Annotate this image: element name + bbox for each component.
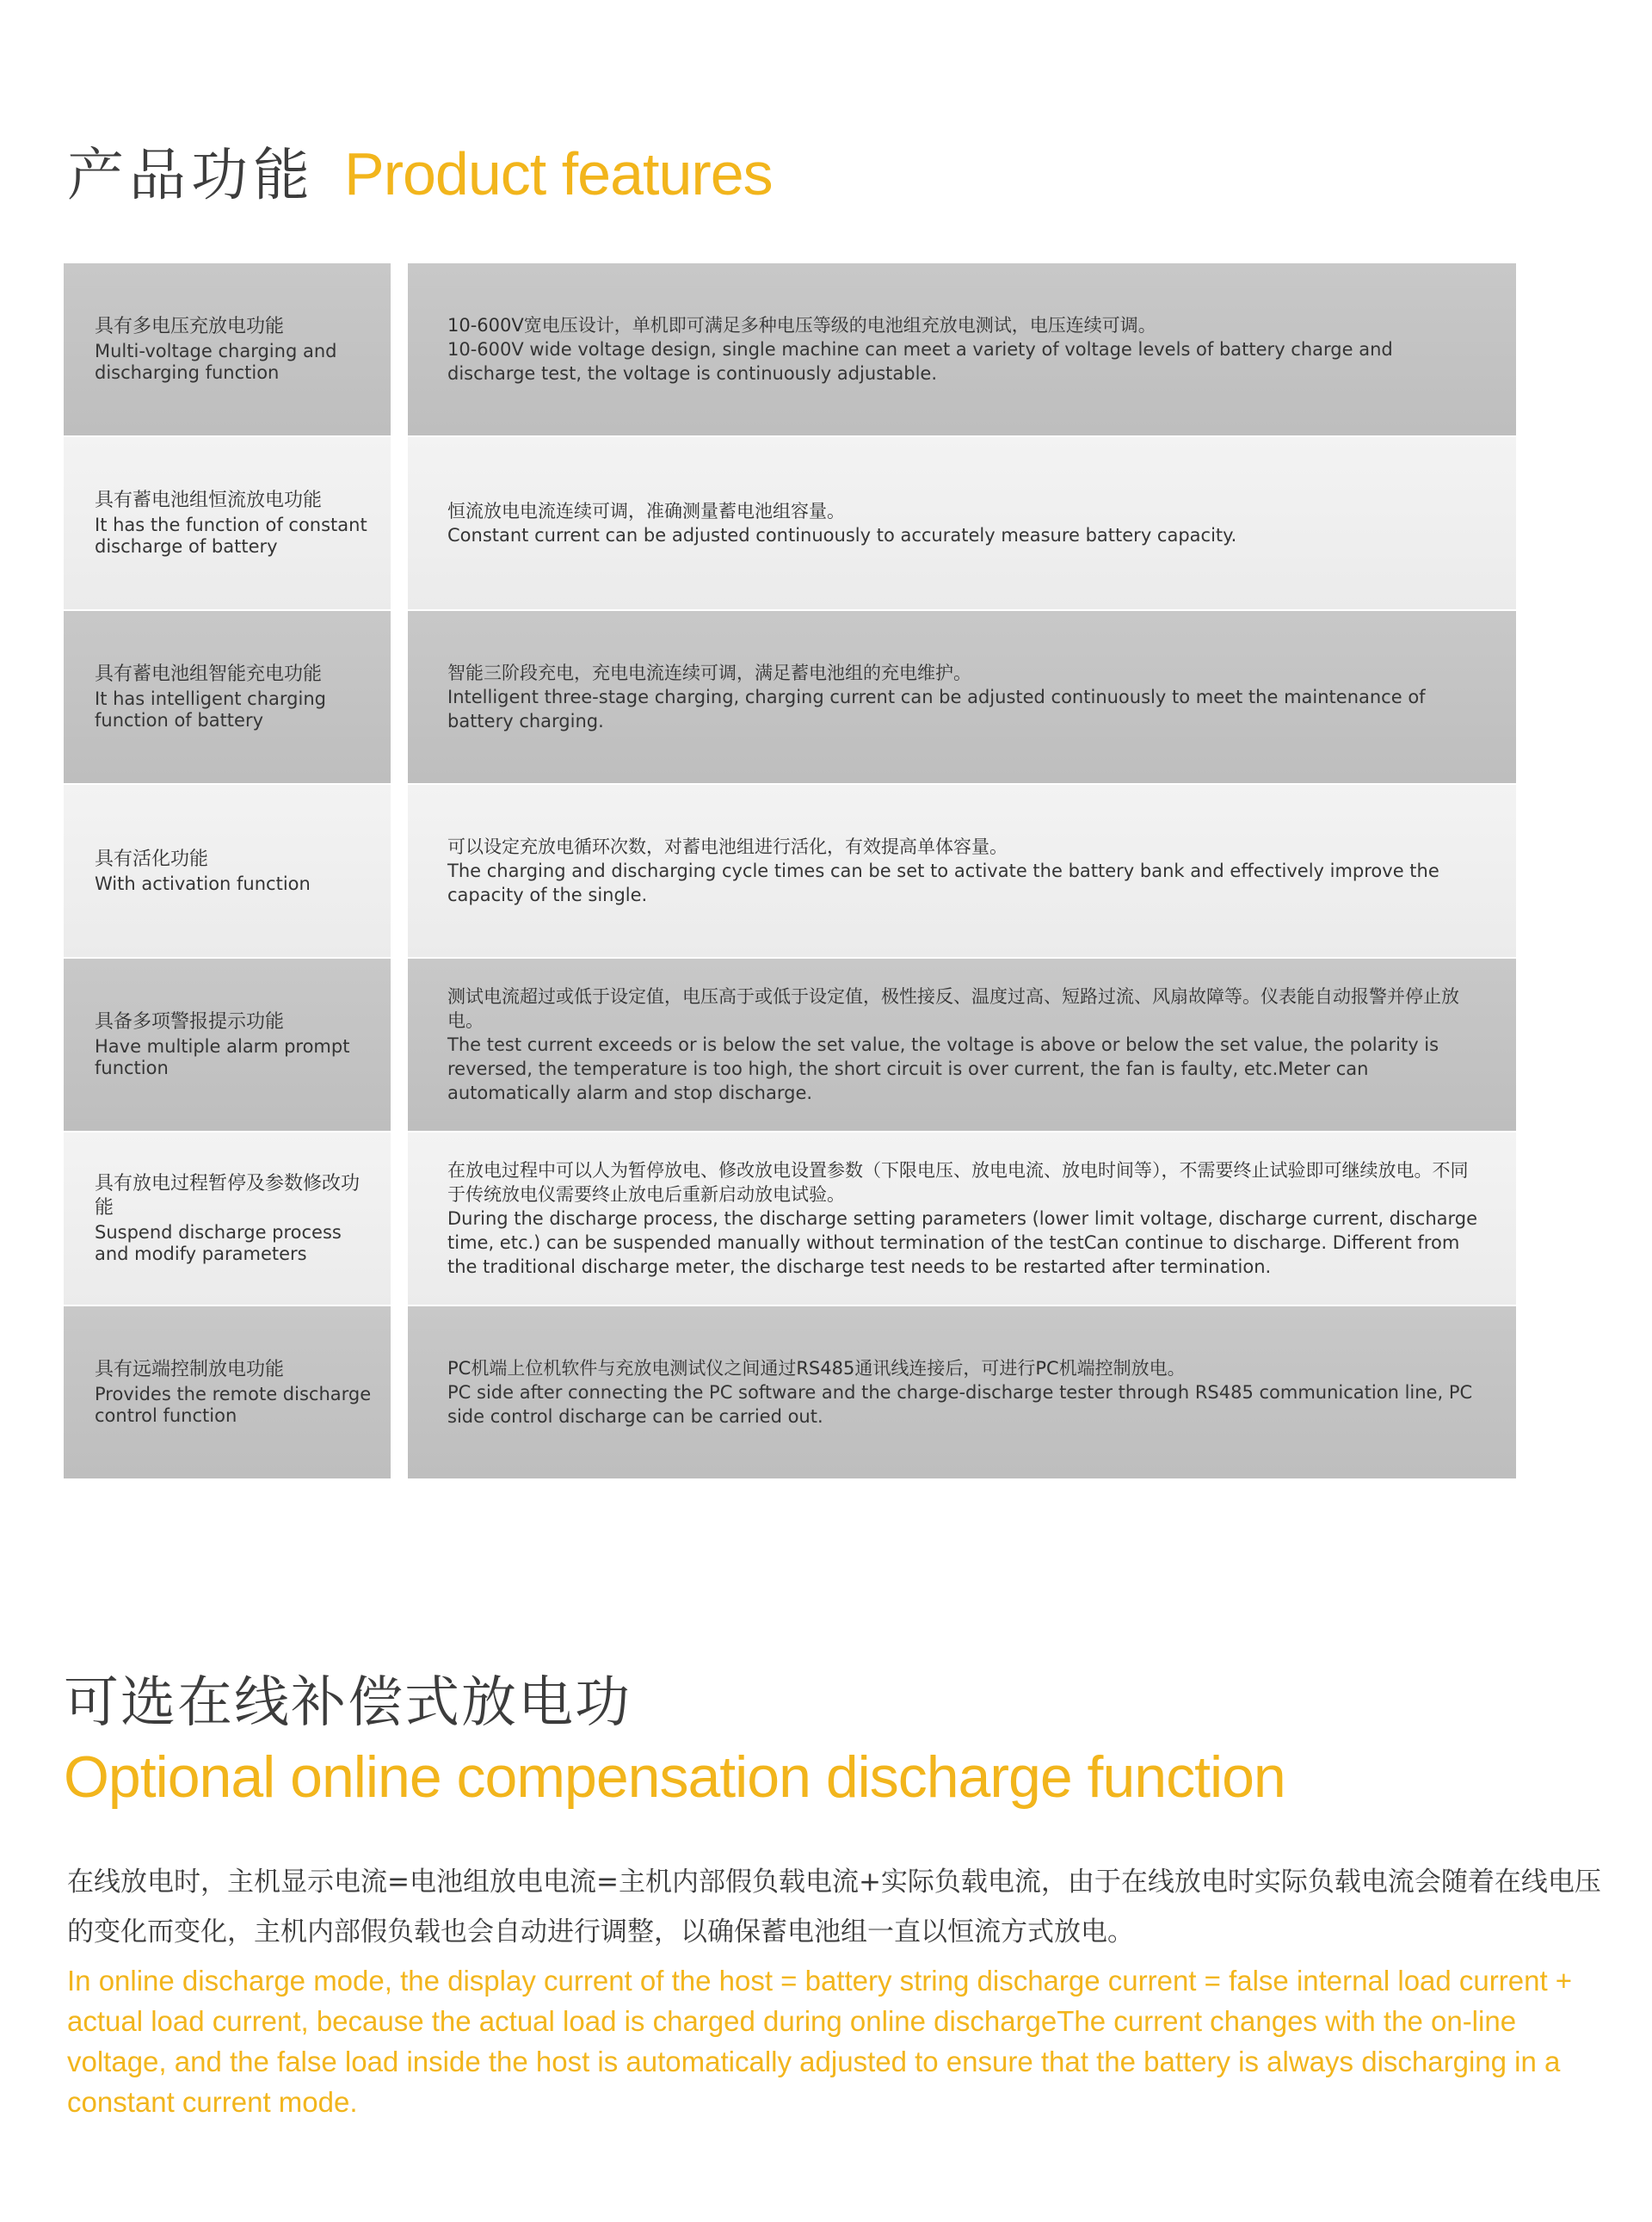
feature-name-en: Suspend discharge process and modify parameters (95, 1222, 342, 1264)
feature-desc-en: During the discharge process, the discharge setting parameters (lower limit voltage, discharge current, discharge time, etc.) can be suspended manually without termination of the testCan continue to discharge. Different from the traditional discharge meter, the discharge test needs to be restarted after termination. (447, 1208, 1478, 1277)
feature-desc-cn: 在放电过程中可以人为暂停放电、修改放电设置参数（下限电压、放电电流、放电时间等），不需要终止试验即可继续放电。不同于传统放电仪需要终止放电后重新启动放电试验。 (447, 1160, 1469, 1205)
feature-desc-en: The test current exceeds or is below the set value, the voltage is above or below the set value, the polarity is reversed, the temperature is too high, the short circuit is over current, the fan is faulty, etc.Meter can automatically alarm and stop discharge. (447, 1034, 1439, 1103)
section-title-en: Product features (344, 140, 773, 207)
feature-name-cell (64, 1306, 391, 1478)
feature-row (64, 263, 1516, 435)
feature-name-cn: 具有蓄电池组智能充电功能 (95, 664, 323, 685)
feature-desc-cn: 恒流放电电流连续可调，准确测量蓄电池组容量。 (447, 501, 845, 522)
feature-desc-cn: PC机端上位机软件与充放电测试仪之间通过RS485通讯线连接后，可进行PC机端控制放电。 (447, 1358, 1186, 1379)
feature-name-en: It has the function of constant discharge of battery (95, 515, 367, 557)
feature-desc-cn: 测试电流超过或低于设定值，电压高于或低于设定值，极性接反、温度过高、短路过流、风扇故障等。仪表能自动报警并停止放电。 (447, 986, 1459, 1031)
section-title-cn: 可选在线补偿式放电功 (64, 1671, 632, 1735)
feature-name-cn: 具备多项警报提示功能 (95, 1011, 285, 1033)
feature-name-cell (64, 437, 391, 609)
feature-row (64, 437, 1516, 609)
feature-name-cn: 具有活化功能 (95, 848, 209, 870)
feature-desc-cell (408, 263, 1516, 435)
paragraph-cn: 在线放电时，主机显示电流=电池组放电电流=主机内部假负载电流+实际负载电流，由于在线放电时实际负载电流会随着在线电压的变化而变化，主机内部假负载也会自动进行调整，以确保蓄电池组一直以恒流方式放电。 (67, 1867, 1601, 1947)
feature-name-cell (64, 263, 391, 435)
feature-name-cell (64, 785, 391, 957)
feature-desc-cn: 10-600V宽电压设计，单机即可满足多种电压等级的电池组充放电测试，电压连续可调。 (447, 315, 1156, 336)
feature-name-cn: 具有远端控制放电功能 (95, 1359, 285, 1380)
section-title-online-compensation (64, 1666, 1285, 1814)
paragraph-en: In online discharge mode, the display current of the host = battery string discharge current = false internal load current + actual load current, because the actual load is charged during online dischargeThe current changes with the on-line voltage, and the false load inside the host is automatically adjusted to ensure that the battery is always discharging in a constant current mode. (67, 1965, 1573, 2118)
feature-desc-en: The charging and discharging cycle times can be set to activate the battery bank and effectively improve the capacity of the single. (447, 861, 1439, 905)
feature-name-cell (64, 1133, 391, 1305)
feature-desc-en: PC side after connecting the PC software and the charge-discharge tester through RS485 communication line, PC side control discharge can be carried out. (447, 1382, 1473, 1427)
feature-row (64, 1306, 1516, 1478)
feature-row (64, 1133, 1516, 1305)
feature-desc-cn: 智能三阶段充电，充电电流连续可调，满足蓄电池组的充电维护。 (447, 663, 971, 683)
feature-name-en: Multi-voltage charging and discharging function (95, 341, 337, 383)
feature-name-en: Have multiple alarm prompt function (95, 1036, 350, 1078)
online-discharge-description (67, 1857, 1616, 2122)
feature-desc-en: 10-600V wide voltage design, single machine can meet a variety of voltage levels of battery charge and discharge test, the voltage is continuously adjustable. (447, 339, 1393, 384)
feature-desc-en: Intelligent three-stage charging, charging current can be adjusted continuously to meet the maintenance of battery charging. (447, 687, 1426, 731)
feature-name-cn: 具有蓄电池组恒流放电功能 (95, 490, 323, 511)
section-title-cn: 产品功能 (67, 142, 315, 208)
feature-row (64, 785, 1516, 957)
feature-row (64, 611, 1516, 783)
feature-desc-cell (408, 785, 1516, 957)
feature-row (64, 959, 1516, 1131)
feature-name-cn: 具有放电过程暂停及参数修改功能 (95, 1173, 361, 1219)
feature-desc-cell (408, 1133, 1516, 1305)
section-title-product-features (67, 129, 773, 215)
feature-name-cn: 具有多电压充放电功能 (95, 316, 285, 337)
feature-desc-en: Constant current can be adjusted continuously to accurately measure battery capacity. (447, 525, 1237, 546)
feature-name-en: Provides the remote discharge control function (95, 1384, 372, 1426)
section-title-en: Optional online compensation discharge function (64, 1744, 1285, 1810)
feature-name-cell (64, 959, 391, 1131)
feature-name-en: It has intelligent charging function of battery (95, 688, 326, 731)
feature-name-cell (64, 611, 391, 783)
feature-desc-cell (408, 1306, 1516, 1478)
feature-desc-cell (408, 611, 1516, 783)
feature-desc-cell (408, 959, 1516, 1131)
features-table (64, 263, 1516, 1480)
feature-name-en: With activation function (95, 873, 311, 894)
feature-desc-cn: 可以设定充放电循环次数，对蓄电池组进行活化，有效提高单体容量。 (447, 836, 1008, 857)
feature-desc-cell (408, 437, 1516, 609)
